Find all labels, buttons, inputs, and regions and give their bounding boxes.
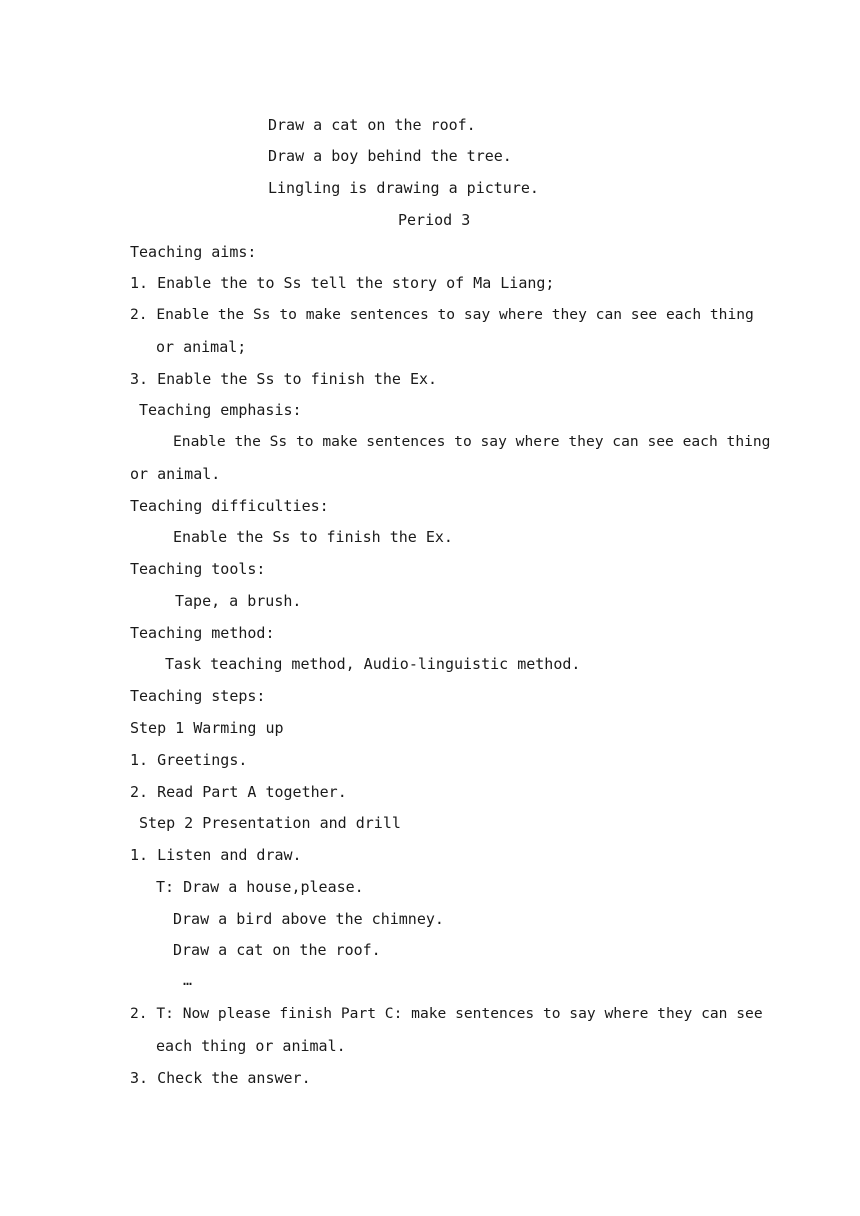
text-line: Step 2 Presentation and drill [139,814,401,832]
text-line: Task teaching method, Audio-linguistic method. [165,655,581,673]
text-line: Teaching steps: [130,687,266,705]
text-line: Step 1 Warming up [130,719,284,737]
text-line: Draw a boy behind the tree. [268,147,512,165]
text-line: Enable the Ss to finish the Ex. [173,528,453,546]
text-line: 1. Greetings. [130,751,248,769]
text-line: Teaching aims: [130,243,257,261]
text-line: Draw a bird above the chimney. [173,910,444,928]
text-line: … [183,971,193,989]
text-line: 2. Enable the Ss to make sentences to say where they can see each thing [130,306,754,323]
text-line: or animal; [156,338,247,356]
text-line: each thing or animal. [156,1037,346,1055]
text-line: Tape, a brush. [175,592,302,610]
text-line: 2. Read Part A together. [130,783,347,801]
text-line: Teaching method: [130,624,275,642]
text-line: 1. Listen and draw. [130,846,302,864]
section-heading: Period 3 [398,211,471,229]
text-line: 3. Enable the Ss to finish the Ex. [130,370,438,388]
text-line: Enable the Ss to make sentences to say where they can see each thing [173,433,771,450]
text-line: Draw a cat on the roof. [173,941,381,959]
text-line: or animal. [130,465,221,483]
text-line: Teaching emphasis: [139,401,302,419]
text-line: 1. Enable the to Ss tell the story of Ma Liang; [130,274,555,292]
text-line: Lingling is drawing a picture. [268,179,539,197]
text-line: 3. Check the answer. [130,1069,311,1087]
text-line: Draw a cat on the roof. [268,116,476,134]
text-line: Teaching difficulties: [130,497,329,515]
text-line: 2. T: Now please finish Part C: make sentences to say where they can see [130,1005,763,1022]
text-line: T: Draw a house,please. [156,878,364,896]
text-line: Teaching tools: [130,560,266,578]
